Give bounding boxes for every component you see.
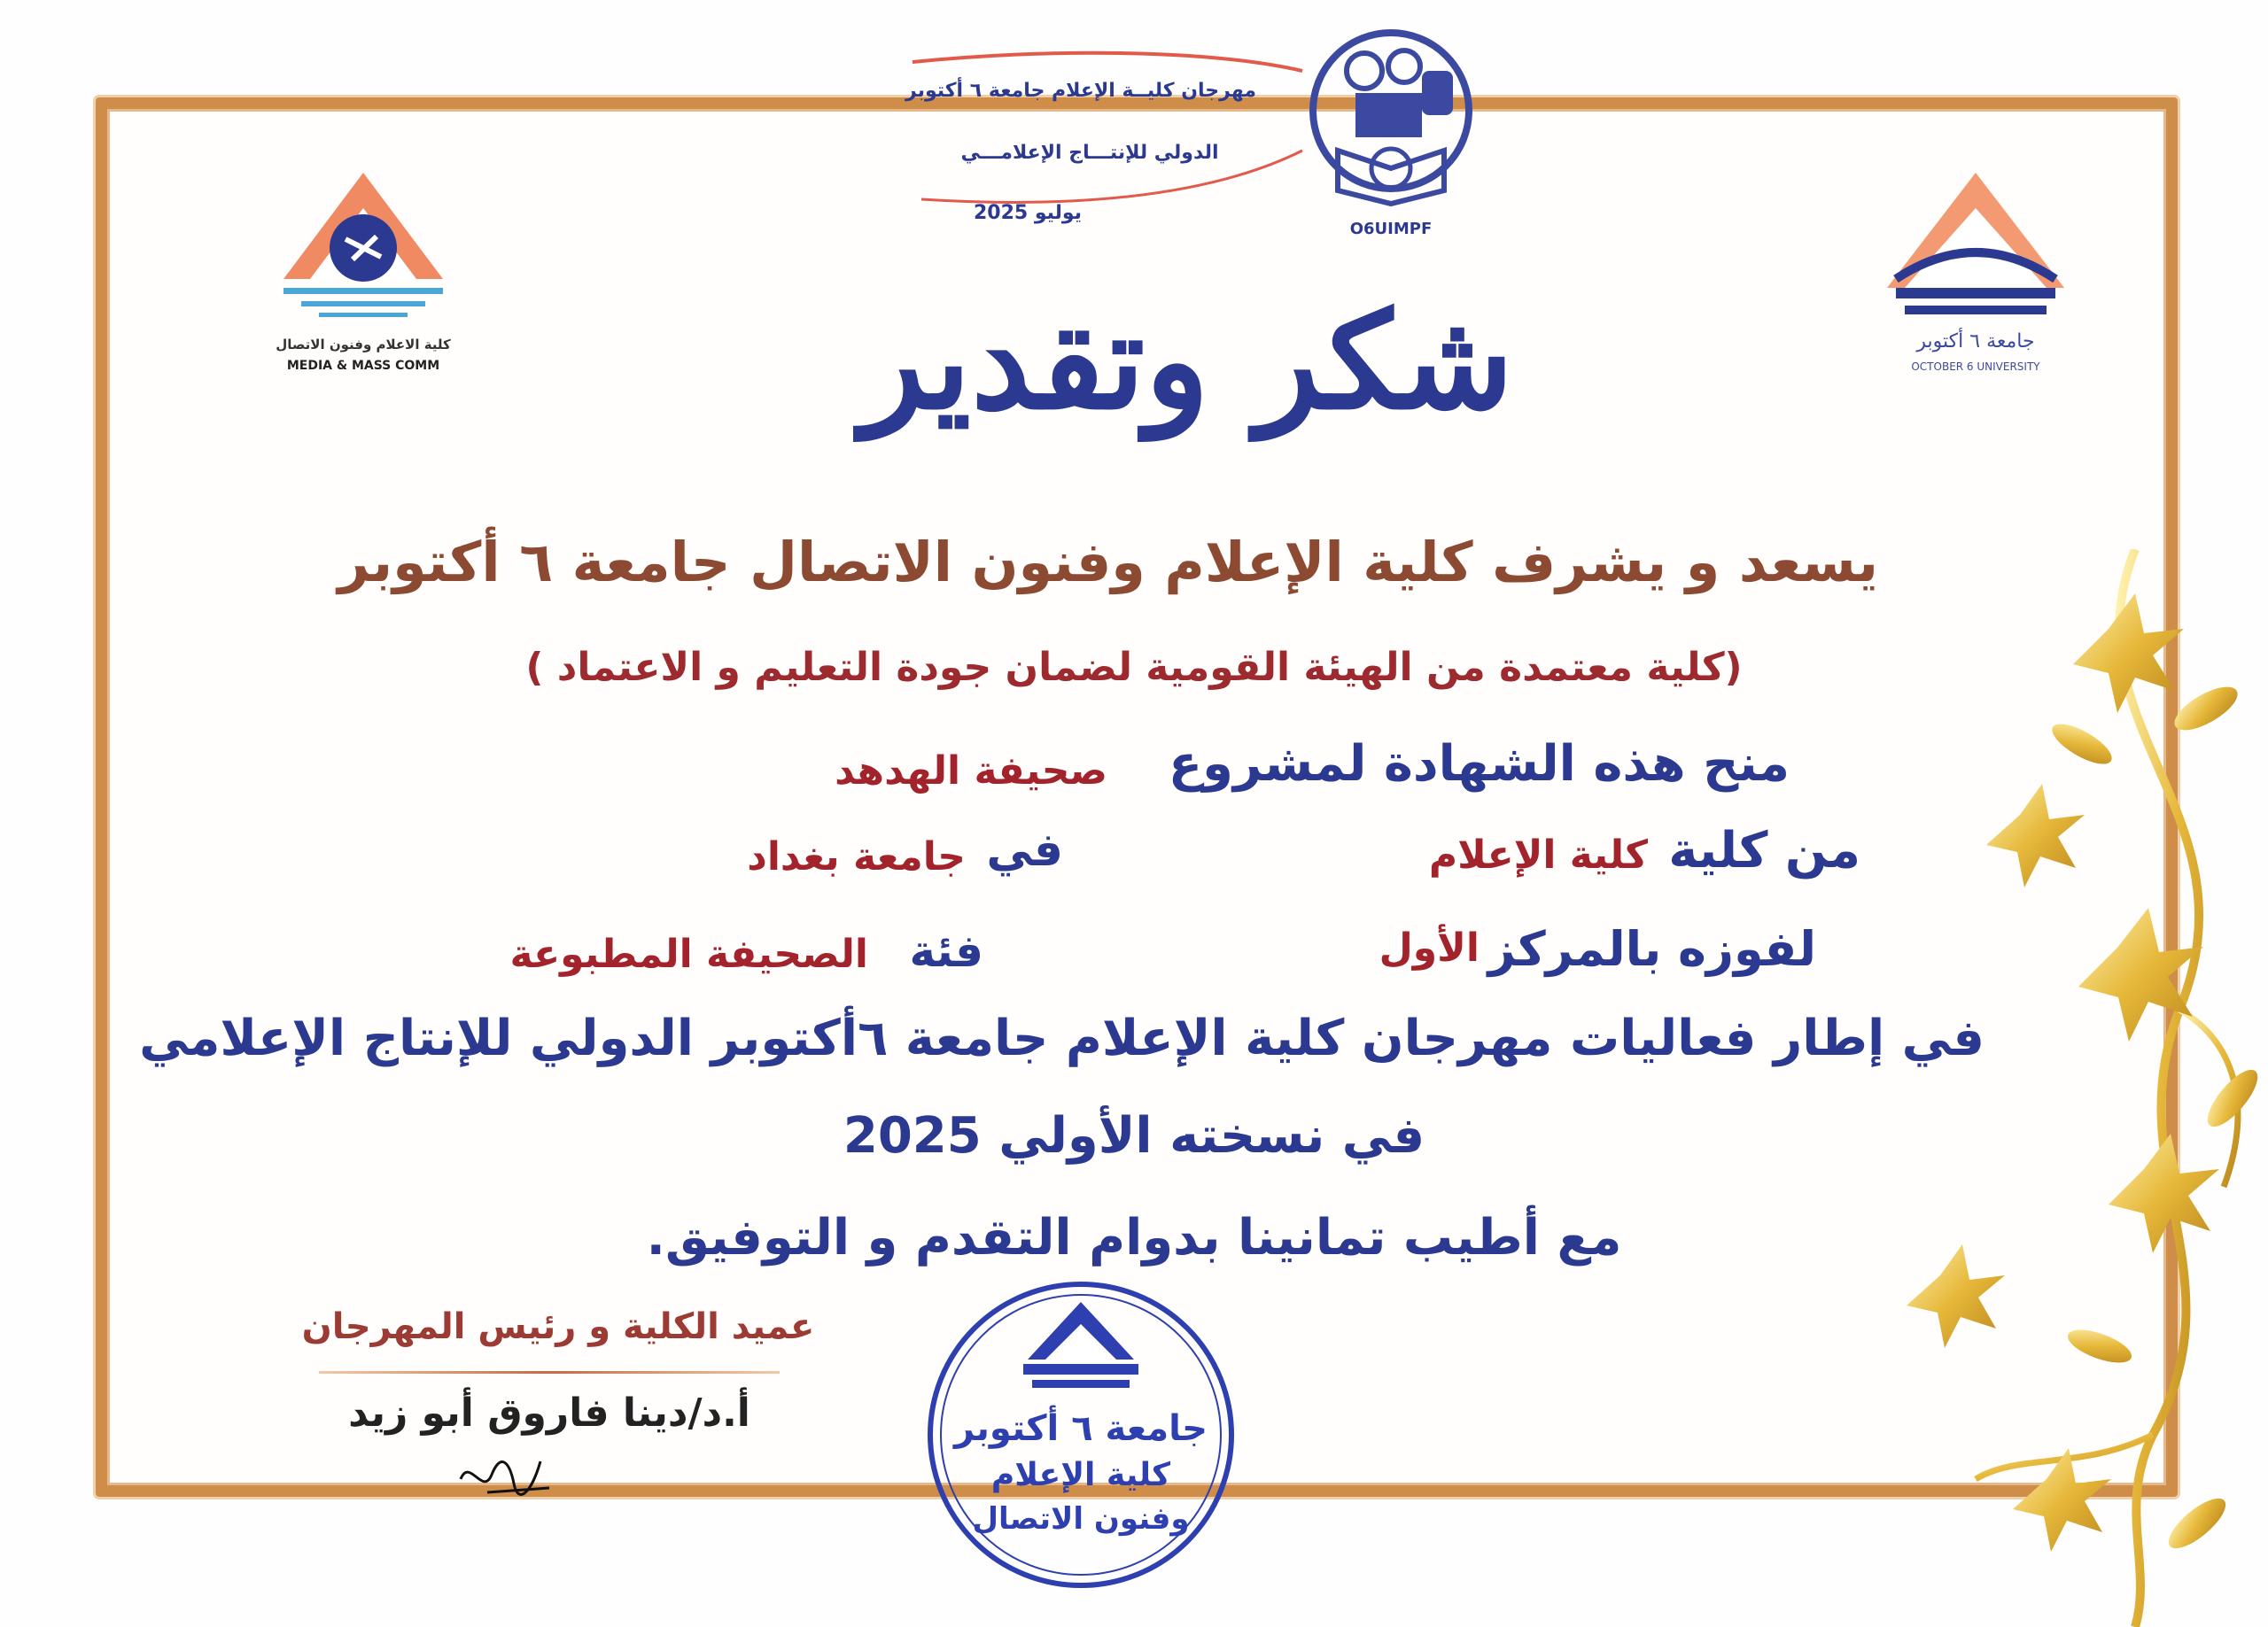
festival-date: يوليو 2025 <box>974 202 1082 224</box>
category-name: الصحيفة المطبوعة <box>509 932 868 977</box>
wishes-line: مع أطيب تمانينا بدوام التقدم و التوفيق. <box>646 1209 1622 1267</box>
stamp-line1: جامعة ٦ أكتوبر <box>953 1408 1208 1449</box>
framework-line: في إطار فعاليات مهرجان كلية الإعلام جامعة ٦أكتوبر الدولي للإنتاج الإعلامي <box>139 1010 1984 1067</box>
festival-line1: مهرجان كليــة الإعلام جامعة ٦ أكتوبر <box>905 80 1256 102</box>
certificate-heading: شكر وتقدير <box>860 283 1514 439</box>
official-stamp <box>921 1275 1240 1594</box>
festival-line2: الدولي للإنتـــاج الإعلامـــي <box>960 142 1219 164</box>
university-name-ar: جامعة ٦ أكتوبر <box>1916 330 2035 353</box>
faculty-name: كلية الإعلام <box>1428 833 1648 878</box>
media-faculty-logo <box>248 155 478 385</box>
handwritten-signature <box>452 1444 558 1506</box>
rank: الأول <box>1379 926 1480 971</box>
intro-line: يسعد و يشرف كلية الإعلام وفنون الاتصال جامعة ٦ أكتوبر <box>338 530 1878 594</box>
accreditation-line: (كلية معتمدة من الهيئة القومية لضمان جودة التعليم و الاعتماد ) <box>525 645 1743 690</box>
stamp-line2: كلية الإعلام <box>990 1457 1171 1493</box>
win-label: لفوزه بالمركز <box>1487 921 1816 977</box>
media-faculty-name-ar: كلية الاعلام وفنون الاتصال <box>276 337 451 353</box>
university-name-en: OCTOBER 6 UNIVERSITY <box>1911 360 2040 373</box>
gold-flowers-decoration <box>1887 549 2268 1627</box>
category-label: فئة <box>909 926 983 977</box>
festival-logo-text: O6UIMPF <box>1349 220 1433 238</box>
signature-divider <box>319 1371 780 1374</box>
signatory-title: عميد الكلية و رئيس المهرجان <box>301 1306 815 1347</box>
media-faculty-name-en: MEDIA & MASS COMM <box>286 359 440 373</box>
project-name: صحيفة الهدهد <box>835 748 1107 794</box>
festival-header <box>886 18 1506 239</box>
university-logo <box>1869 173 2082 385</box>
signatory-name: أ.د/دينا فاروق أبو زيد <box>348 1391 750 1436</box>
in-label: في <box>986 824 1063 877</box>
grant-label: منح هذه الشهادة لمشروع <box>1168 735 1790 793</box>
from-label: من كلية <box>1668 822 1860 879</box>
media-faculty-emblem-icon <box>248 155 478 332</box>
university-emblem-icon <box>1869 173 2082 323</box>
stamp-line3: وفنون الاتصال <box>972 1501 1190 1537</box>
university-name: جامعة بغداد <box>747 834 966 879</box>
camera-emblem-icon <box>1302 18 1480 221</box>
edition-line: في نسخته الأولي 2025 <box>843 1107 1425 1165</box>
